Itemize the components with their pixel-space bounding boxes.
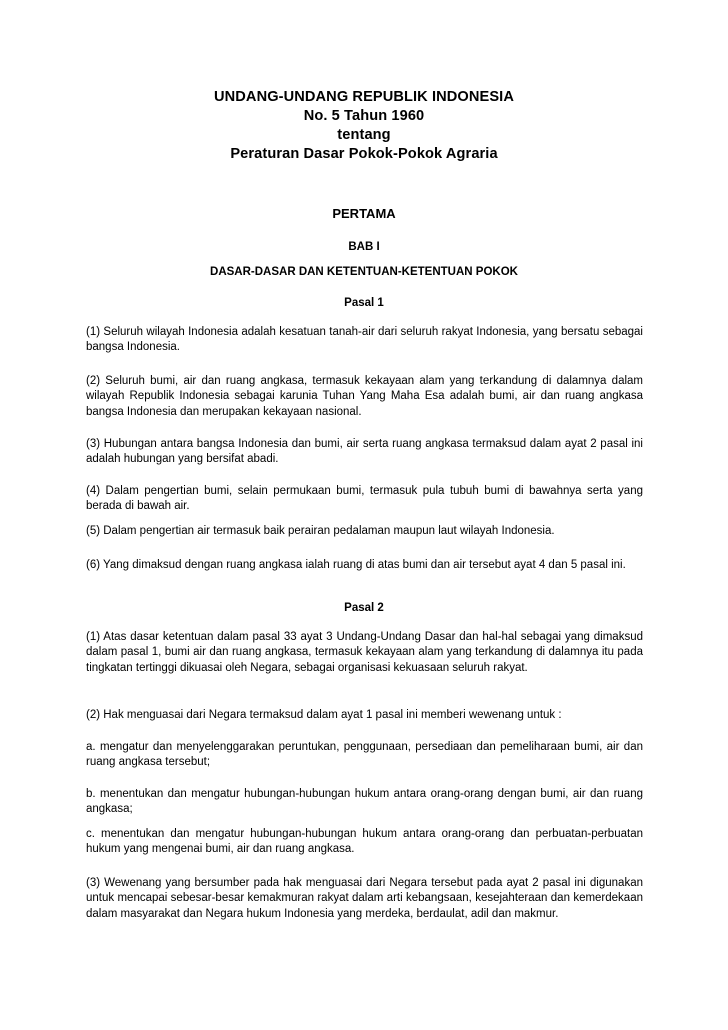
pasal-1-paragraph-2: (2) Seluruh bumi, air dan ruang angkasa, termasuk kekayaan alam yang terkandung di dalamnya dalam wilayah Republik Indonesia sebagai karunia Tuhan Yang Maha Esa adalah bumi, air dan ruang angkasa bangsa Indonesia dan merupakan kekayaan nasional. — [86, 375, 643, 418]
title-line-law: UNDANG-UNDANG REPUBLIK INDONESIA — [214, 89, 514, 105]
pasal-1-paragraph-3: (3) Hubungan antara bangsa Indonesia dan bumi, air serta ruang angkasa termaksud dalam ayat 2 pasal ini adalah hubungan yang bersifat abadi. — [86, 438, 643, 466]
title-line-subject: Peraturan Dasar Pokok-Pokok Agraria — [230, 146, 498, 162]
title-line-number: No. 5 Tahun 1960 — [303, 108, 425, 124]
pasal-2-item-a: a. mengatur dan menyelenggarakan peruntukan, penggunaan, persediaan dan pemeliharaan bumi, air dan ruang angkasa tersebut; — [86, 741, 643, 769]
pasal-2-item-b: b. menentukan dan mengatur hubungan-hubungan hukum antara orang-orang dengan bumi, air dan ruang angkasa; — [86, 788, 643, 816]
pasal-1-paragraph-1: (1) Seluruh wilayah Indonesia adalah kesatuan tanah-air dari seluruh rakyat Indonesia, yang bersatu sebagai bangsa Indonesia. — [86, 326, 643, 354]
pasal-1-paragraph-4: (4) Dalam pengertian bumi, selain permukaan bumi, termasuk pula tubuh bumi di bawahnya serta yang berada di bawah air. — [86, 485, 643, 513]
pasal-1-paragraph-6: (6) Yang dimaksud dengan ruang angkasa ialah ruang di atas bumi dan air tersebut ayat 4 dan 5 pasal ini. — [86, 559, 626, 571]
part-title: PERTAMA — [332, 206, 396, 221]
pasal-1-heading: Pasal 1 — [344, 297, 384, 309]
title-line-tentang: tentang — [337, 127, 391, 143]
pasal-2-item-c: c. menentukan dan mengatur hubungan-hubungan hukum antara orang-orang dan perbuatan-perbuatan hukum yang mengenai bumi, air dan ruang angkasa. — [86, 828, 643, 856]
chapter-number: BAB I — [348, 241, 380, 253]
pasal-2-heading: Pasal 2 — [344, 602, 384, 614]
document-title — [0, 88, 728, 164]
chapter-title: DASAR-DASAR DAN KETENTUAN-KETENTUAN POKOK — [210, 266, 518, 278]
pasal-1-paragraph-5: (5) Dalam pengertian air termasuk baik perairan pedalaman maupun laut wilayah Indonesia. — [86, 525, 555, 537]
pasal-2-paragraph-3: (3) Wewenang yang bersumber pada hak menguasai dari Negara tersebut pada ayat 2 pasal ini digunakan untuk mencapai sebesar-besar kemakmuran rakyat dalam arti kebangsaan, kesejahteraan dan kemerdekaan dalam masyarakat dan Negara hukum Indonesia yang merdeka, berdaulat, adil dan makmur. — [86, 877, 643, 920]
pasal-2-paragraph-2: (2) Hak menguasai dari Negara termaksud dalam ayat 1 pasal ini memberi wewenang untuk : — [86, 709, 562, 721]
pasal-2-paragraph-1: (1) Atas dasar ketentuan dalam pasal 33 ayat 3 Undang-Undang Dasar dan hal-hal sebagai yang dimaksud dalam pasal 1, bumi air dan ruang angkasa, termasuk kekayaan alam yang terkandung di dalamnya itu pada tingkatan tertinggi dikuasai oleh Negara, sebagai organisasi kekuasaan seluruh rakyat. — [86, 631, 643, 674]
